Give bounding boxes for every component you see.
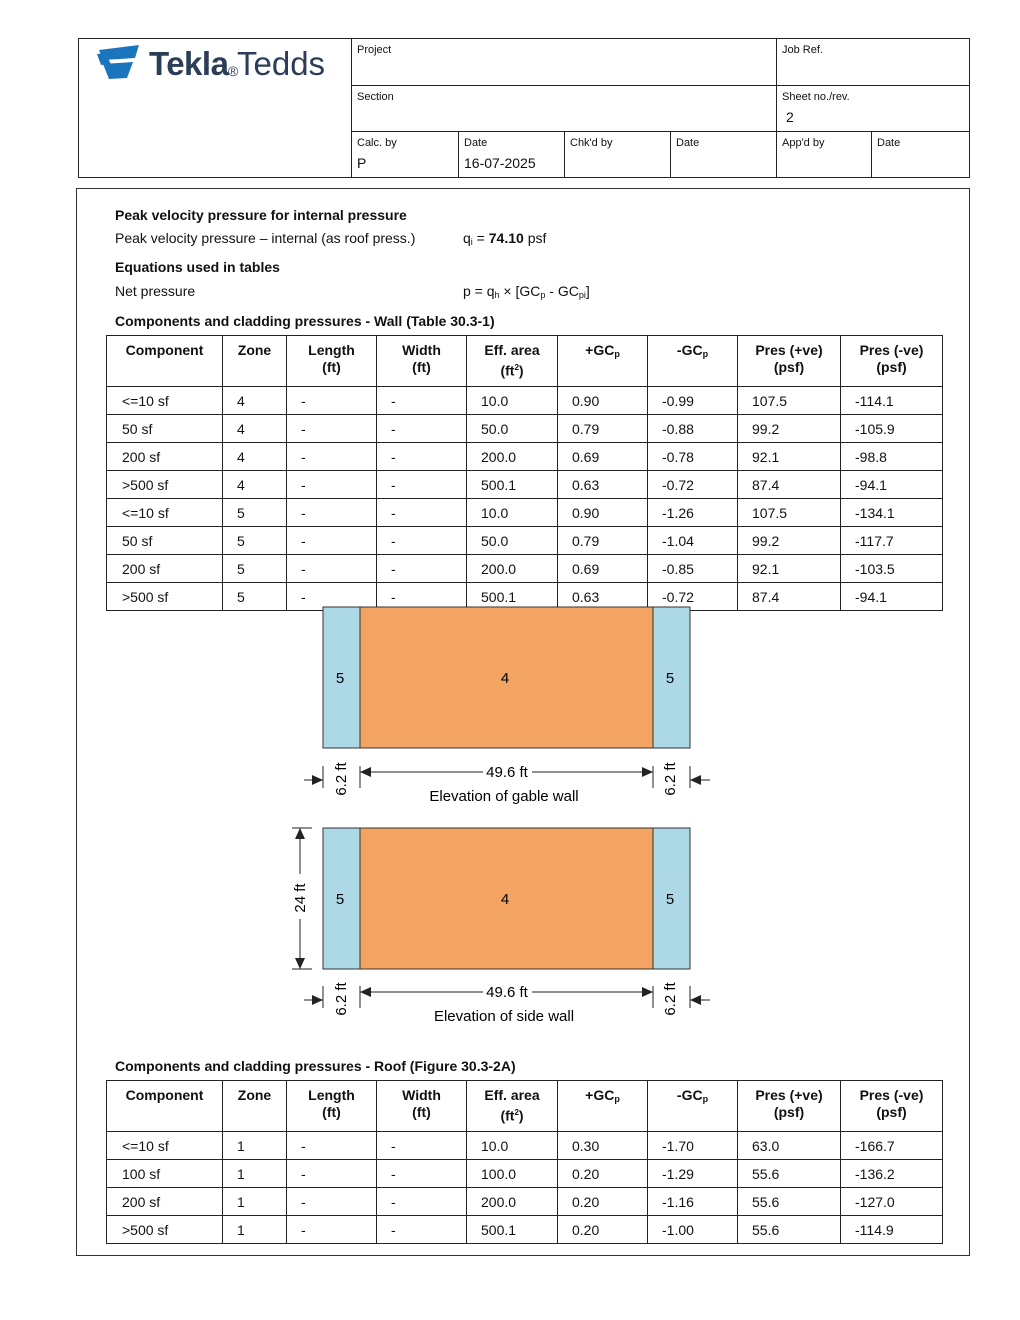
cell-pres-neg: -166.7 xyxy=(841,1132,943,1160)
table-row xyxy=(107,471,943,499)
cell-pres-neg: -105.9 xyxy=(841,415,943,443)
cell-component: 200 sf xyxy=(107,1188,223,1216)
col-zone: Zone xyxy=(223,1081,287,1132)
col-eff-area: Eff. area $(ft^2)$ xyxy=(467,1081,558,1132)
cell-width: - xyxy=(377,527,467,555)
col-component: Component xyxy=(107,336,223,387)
col-gcp-neg: $-GC_p$ xyxy=(648,336,738,387)
title-block xyxy=(78,38,970,178)
cell-width: - xyxy=(377,1160,467,1188)
cell-eff-area: 10.0 xyxy=(467,1132,558,1160)
table-row xyxy=(107,387,943,415)
date3-cell xyxy=(871,131,970,178)
cell-pres-pos: 87.4 xyxy=(738,583,841,611)
cell-length: - xyxy=(287,471,377,499)
side-zone5-right-label: 5 xyxy=(665,891,675,908)
table-header-row xyxy=(107,1081,943,1132)
internal-pressure-label: Peak velocity pressure – internal (as roof press.) xyxy=(115,230,416,246)
gable-caption: Elevation of gable wall xyxy=(429,788,579,805)
cell-eff-area: 500.1 xyxy=(467,471,558,499)
cell-gcp-pos: 0.63 xyxy=(558,583,648,611)
cell-gcp-pos: 0.69 xyxy=(558,555,648,583)
cell-gcp-pos: 0.79 xyxy=(558,415,648,443)
cell-gcp-neg: -1.26 xyxy=(648,499,738,527)
cell-zone: 5 xyxy=(223,583,287,611)
cell-gcp-pos: 0.90 xyxy=(558,387,648,415)
brand-trademark: ® xyxy=(228,63,239,79)
cell-pres-pos: 55.6 xyxy=(738,1216,841,1244)
date2-cell xyxy=(670,131,776,178)
cell-length: - xyxy=(287,1188,377,1216)
cell-gcp-pos: 0.30 xyxy=(558,1132,648,1160)
net-pressure-formula: $p = q_h \times [GC_p - GC_{pi}]$ xyxy=(463,283,590,300)
cell-eff-area: 500.1 xyxy=(467,1216,558,1244)
cell-eff-area: 10.0 xyxy=(467,499,558,527)
cell-pres-pos: 107.5 xyxy=(738,499,841,527)
col-eff-area: Eff. area $(ft^2)$ xyxy=(467,336,558,387)
cell-gcp-neg: -0.72 xyxy=(648,583,738,611)
cell-gcp-neg: -1.04 xyxy=(648,527,738,555)
cell-zone: 1 xyxy=(223,1188,287,1216)
col-length: Length (ft) xyxy=(287,1081,377,1132)
cell-pres-neg: -134.1 xyxy=(841,499,943,527)
cell-length: - xyxy=(287,583,377,611)
cell-length: - xyxy=(287,443,377,471)
internal-pressure-value: $q_i = 74.10$ psf xyxy=(463,230,547,247)
col-zone: Zone xyxy=(223,336,287,387)
section-cell xyxy=(351,85,776,132)
cell-gcp-neg: -1.29 xyxy=(648,1160,738,1188)
cell-zone: 1 xyxy=(223,1132,287,1160)
side-dim-height: 24 ft xyxy=(292,883,309,913)
cell-width: - xyxy=(377,499,467,527)
cell-width: - xyxy=(377,387,467,415)
cell-eff-area: 200.0 xyxy=(467,555,558,583)
cell-component: 50 sf xyxy=(107,527,223,555)
gable-zone5-right-label: 5 xyxy=(665,670,675,687)
cell-component: <=10 sf xyxy=(107,1132,223,1160)
cell-gcp-neg: -0.78 xyxy=(648,443,738,471)
cell-width: - xyxy=(377,1188,467,1216)
side-wall-elevation xyxy=(282,826,720,1030)
cell-component: 200 sf xyxy=(107,555,223,583)
wall-pressure-table xyxy=(106,335,943,611)
table-row xyxy=(107,443,943,471)
cell-eff-area: 50.0 xyxy=(467,415,558,443)
cell-pres-neg: -114.9 xyxy=(841,1216,943,1244)
brand-name-bold: Tekla xyxy=(149,45,229,82)
cell-zone: 4 xyxy=(223,387,287,415)
cell-component: 200 sf xyxy=(107,443,223,471)
col-pres-pos: Pres (+ve) (psf) xyxy=(738,1081,841,1132)
cell-pres-pos: 99.2 xyxy=(738,415,841,443)
cell-pres-neg: -103.5 xyxy=(841,555,943,583)
cell-pres-pos: 55.6 xyxy=(738,1160,841,1188)
col-pres-pos: Pres (+ve) (psf) xyxy=(738,336,841,387)
cell-length: - xyxy=(287,1160,377,1188)
col-component: Component xyxy=(107,1081,223,1132)
table-row xyxy=(107,415,943,443)
table-row xyxy=(107,1216,943,1244)
cell-gcp-pos: 0.20 xyxy=(558,1160,648,1188)
table-header-row xyxy=(107,336,943,387)
cell-component: <=10 sf xyxy=(107,499,223,527)
table-row xyxy=(107,499,943,527)
cell-gcp-pos: 0.63 xyxy=(558,471,648,499)
net-pressure-label: Net pressure xyxy=(115,283,196,299)
cell-zone: 5 xyxy=(223,499,287,527)
cell-gcp-neg: -1.16 xyxy=(648,1188,738,1216)
wall-table-heading: Components and cladding pressures - Wall (Table 30.3-1) xyxy=(115,313,495,329)
appd-by-cell xyxy=(776,131,871,178)
cell-zone: 1 xyxy=(223,1160,287,1188)
job-ref-cell xyxy=(776,39,970,86)
project-cell xyxy=(351,39,776,86)
cell-gcp-neg: -0.72 xyxy=(648,471,738,499)
table-row xyxy=(107,527,943,555)
cell-width: - xyxy=(377,1216,467,1244)
side-zone5-left-label: 5 xyxy=(335,891,345,908)
section-label: Section xyxy=(357,91,394,103)
cell-gcp-pos: 0.79 xyxy=(558,527,648,555)
cell-length: - xyxy=(287,555,377,583)
cell-pres-pos: 92.1 xyxy=(738,555,841,583)
col-gcp-pos: $+GC_p$ xyxy=(558,336,648,387)
cell-gcp-neg: -0.88 xyxy=(648,415,738,443)
cell-component: >500 sf xyxy=(107,583,223,611)
table-row xyxy=(107,555,943,583)
cell-gcp-pos: 0.20 xyxy=(558,1216,648,1244)
cell-pres-neg: -94.1 xyxy=(841,471,943,499)
cell-length: - xyxy=(287,1216,377,1244)
cell-pres-neg: -114.1 xyxy=(841,387,943,415)
side-dim-right: 6.2 ft xyxy=(662,982,679,1016)
date1-value: 16-07-2025 xyxy=(464,155,536,171)
cell-pres-neg: -136.2 xyxy=(841,1160,943,1188)
cell-zone: 5 xyxy=(223,527,287,555)
gable-dim-right: 6.2 ft xyxy=(662,762,679,796)
table-row xyxy=(107,1188,943,1216)
cell-pres-neg: -127.0 xyxy=(841,1188,943,1216)
roof-table-heading: Components and cladding pressures - Roof (Figure 30.3-2A) xyxy=(115,1058,516,1074)
chkd-by-label: Chk'd by xyxy=(570,137,613,149)
cell-width: - xyxy=(377,471,467,499)
job-ref-label: Job Ref. xyxy=(782,44,823,56)
cell-width: - xyxy=(377,1132,467,1160)
date1-cell xyxy=(458,131,564,178)
sheet-value: 2 xyxy=(786,109,794,125)
gable-zone5-left-label: 5 xyxy=(335,670,345,687)
cell-pres-pos: 87.4 xyxy=(738,471,841,499)
date2-label: Date xyxy=(676,137,700,149)
side-dim-width: 49.6 ft xyxy=(486,984,528,1001)
gable-dim-width: 49.6 ft xyxy=(486,764,528,781)
cell-zone: 4 xyxy=(223,471,287,499)
cell-length: - xyxy=(287,527,377,555)
sheet-label: Sheet no./rev. xyxy=(782,91,850,103)
col-width: Width (ft) xyxy=(377,1081,467,1132)
cell-gcp-neg: -1.00 xyxy=(648,1216,738,1244)
cell-component: >500 sf xyxy=(107,1216,223,1244)
gable-wall-elevation xyxy=(296,606,720,810)
appd-by-label: App'd by xyxy=(782,137,825,149)
cell-pres-pos: 63.0 xyxy=(738,1132,841,1160)
cell-eff-area: 200.0 xyxy=(467,443,558,471)
gable-dim-left: 6.2 ft xyxy=(333,762,350,796)
cell-zone: 4 xyxy=(223,443,287,471)
tekla-logo-icon xyxy=(97,44,143,80)
calc-by-cell xyxy=(351,131,458,178)
side-dim-left: 6.2 ft xyxy=(333,982,350,1016)
cell-pres-neg: -94.1 xyxy=(841,583,943,611)
calc-by-value: P xyxy=(357,155,367,171)
table-row xyxy=(107,1160,943,1188)
equations-heading: Equations used in tables xyxy=(115,259,280,275)
cell-gcp-pos: 0.20 xyxy=(558,1188,648,1216)
cell-length: - xyxy=(287,387,377,415)
calc-by-label: Calc. by xyxy=(357,137,397,149)
cell-eff-area: 10.0 xyxy=(467,387,558,415)
cell-gcp-pos: 0.69 xyxy=(558,443,648,471)
date3-label: Date xyxy=(877,137,901,149)
cell-pres-pos: 107.5 xyxy=(738,387,841,415)
cell-pres-neg: -117.7 xyxy=(841,527,943,555)
col-gcp-neg: $-GC_p$ xyxy=(648,1081,738,1132)
date1-label: Date xyxy=(464,137,488,149)
cell-pres-pos: 92.1 xyxy=(738,443,841,471)
cell-gcp-neg: -0.99 xyxy=(648,387,738,415)
internal-pressure-heading: Peak velocity pressure for internal pressure xyxy=(115,207,407,223)
col-width: Width (ft) xyxy=(377,336,467,387)
cell-length: - xyxy=(287,499,377,527)
cell-eff-area: 200.0 xyxy=(467,1188,558,1216)
cell-width: - xyxy=(377,583,467,611)
cell-eff-area: 50.0 xyxy=(467,527,558,555)
cell-eff-area: 500.1 xyxy=(467,583,558,611)
cell-width: - xyxy=(377,415,467,443)
tekla-tedds-logo xyxy=(97,43,347,83)
cell-length: - xyxy=(287,415,377,443)
col-length: Length (ft) xyxy=(287,336,377,387)
sheet-cell xyxy=(776,85,970,132)
brand-name-light: Tedds xyxy=(237,45,326,82)
side-caption: Elevation of side wall xyxy=(433,1008,575,1025)
col-pres-neg: Pres (-ve) (psf) xyxy=(841,336,943,387)
cell-gcp-neg: -1.70 xyxy=(648,1132,738,1160)
cell-component: 50 sf xyxy=(107,415,223,443)
cell-eff-area: 100.0 xyxy=(467,1160,558,1188)
col-gcp-pos: $+GC_p$ xyxy=(558,1081,648,1132)
cell-zone: 4 xyxy=(223,415,287,443)
cell-component: >500 sf xyxy=(107,471,223,499)
chkd-by-cell xyxy=(564,131,670,178)
gable-zone4-label: 4 xyxy=(500,670,510,687)
cell-length: - xyxy=(287,1132,377,1160)
cell-pres-neg: -98.8 xyxy=(841,443,943,471)
cell-width: - xyxy=(377,443,467,471)
cell-zone: 1 xyxy=(223,1216,287,1244)
cell-gcp-neg: -0.85 xyxy=(648,555,738,583)
table-row xyxy=(107,1132,943,1160)
side-zone4-label: 4 xyxy=(500,891,510,908)
cell-zone: 5 xyxy=(223,555,287,583)
col-pres-neg: Pres (-ve) (psf) xyxy=(841,1081,943,1132)
cell-gcp-pos: 0.90 xyxy=(558,499,648,527)
cell-width: - xyxy=(377,555,467,583)
project-label: Project xyxy=(357,44,392,56)
cell-component: 100 sf xyxy=(107,1160,223,1188)
cell-pres-pos: 55.6 xyxy=(738,1188,841,1216)
cell-component: <=10 sf xyxy=(107,387,223,415)
roof-pressure-table xyxy=(106,1080,943,1244)
cell-pres-pos: 99.2 xyxy=(738,527,841,555)
